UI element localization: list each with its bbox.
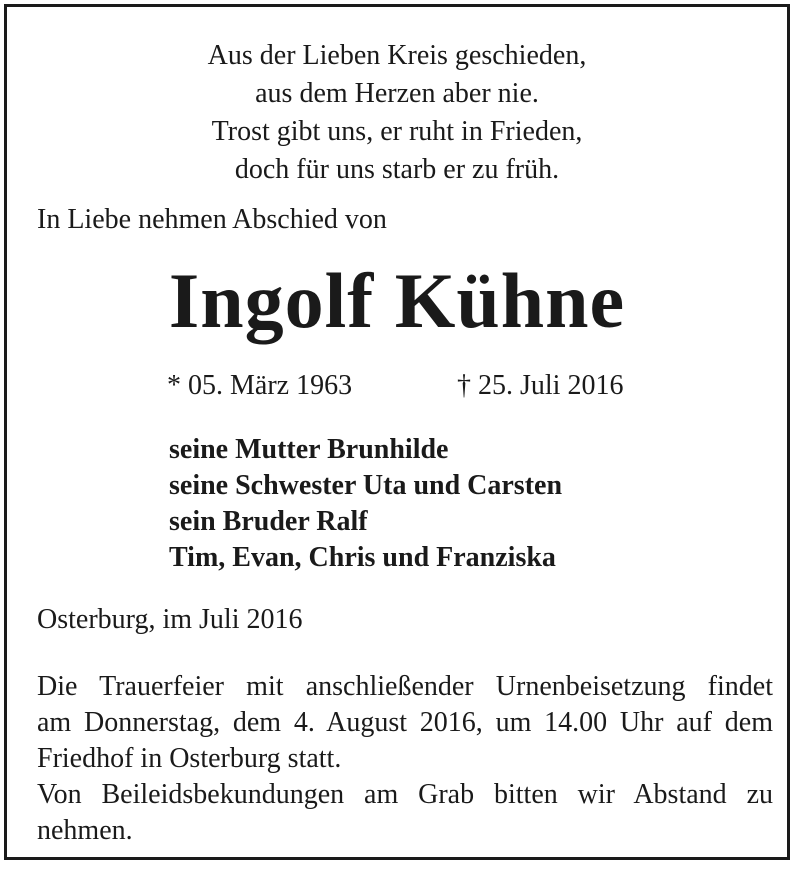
funeral-notice: [37, 669, 773, 849]
memorial-poem: [7, 37, 787, 189]
notice-line: Von Beileidsbekundungen am Grab bitten wir Abstand zu: [37, 779, 773, 810]
obituary-frame: [4, 4, 790, 860]
notice-line: nehmen.: [37, 815, 133, 846]
deceased-name: Ingolf Kühne: [168, 257, 626, 344]
poem-line: doch für uns starb er zu früh.: [234, 154, 560, 185]
mourners-list: [169, 432, 562, 576]
farewell-intro: In Liebe nehmen Abschied von: [37, 204, 387, 235]
poem-line: aus dem Herzen aber nie.: [255, 78, 539, 109]
birth-date: * 05. März 1963: [167, 370, 353, 401]
notice-line: Friedhof in Osterburg statt.: [37, 743, 342, 774]
mourner-line: seine Schwester Uta und Carsten: [169, 470, 563, 501]
place-and-date: Osterburg, im Juli 2016: [37, 604, 303, 635]
mourner-line: seine Mutter Brunhilde: [169, 434, 449, 465]
death-date: † 25. Juli 2016: [457, 370, 624, 401]
notice-line: Die Trauerfeier mit anschließender Urnenbeisetzung findet: [37, 671, 773, 702]
mourner-line: sein Bruder Ralf: [169, 506, 368, 537]
poem-line: Aus der Lieben Kreis geschieden,: [207, 40, 587, 71]
notice-line: am Donnerstag, dem 4. August 2016, um 14.00 Uhr auf dem: [37, 707, 773, 738]
mourner-line: Tim, Evan, Chris und Franziska: [169, 542, 556, 573]
poem-line: Trost gibt uns, er ruht in Frieden,: [211, 116, 583, 147]
